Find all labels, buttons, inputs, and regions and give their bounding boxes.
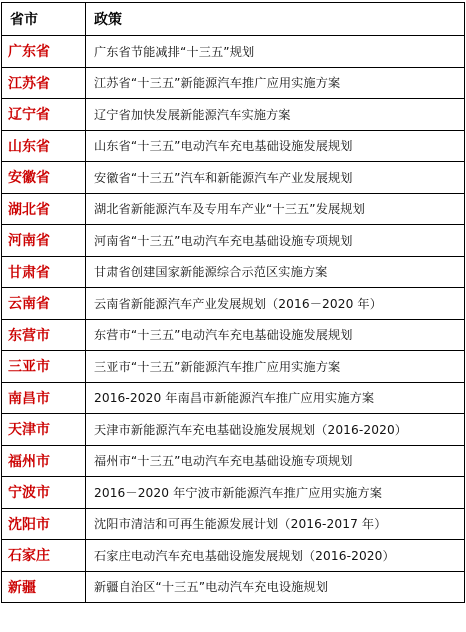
policy-cell: 福州市“十三五”电动汽车充电基础设施专项规划 [86, 445, 465, 477]
policy-table [1, 2, 465, 603]
province-cell: 宁波市 [2, 477, 86, 509]
policy-cell: 沈阳市清洁和可再生能源发展计划（2016-2017 年） [86, 508, 465, 540]
table-body [2, 36, 465, 603]
table-header-row [2, 3, 465, 36]
policy-cell: 2016-2020 年南昌市新能源汽车推广应用实施方案 [86, 382, 465, 414]
table-row [2, 477, 465, 509]
policy-cell: 山东省“十三五”电动汽车充电基础设施发展规划 [86, 130, 465, 162]
policy-cell: 广东省节能减排“十三五”规划 [86, 36, 465, 68]
policy-cell: 湖北省新能源汽车及专用车产业“十三五”发展规划 [86, 193, 465, 225]
policy-cell: 新疆自治区“十三五”电动汽车充电设施规划 [86, 571, 465, 603]
policy-cell: 东营市“十三五”电动汽车充电基础设施发展规划 [86, 319, 465, 351]
policy-cell: 辽宁省加快发展新能源汽车实施方案 [86, 99, 465, 131]
header-policy: 政策 [86, 3, 465, 36]
policy-cell: 甘肃省创建国家新能源综合示范区实施方案 [86, 256, 465, 288]
province-cell: 辽宁省 [2, 99, 86, 131]
table-row [2, 67, 465, 99]
province-cell: 广东省 [2, 36, 86, 68]
table-row [2, 540, 465, 572]
policy-cell: 江苏省“十三五”新能源汽车推广应用实施方案 [86, 67, 465, 99]
table-row [2, 130, 465, 162]
province-cell: 云南省 [2, 288, 86, 320]
table-row [2, 508, 465, 540]
policy-cell: 石家庄电动汽车充电基础设施发展规划（2016-2020） [86, 540, 465, 572]
policy-cell: 河南省“十三五”电动汽车充电基础设施专项规划 [86, 225, 465, 257]
policy-cell: 云南省新能源汽车产业发展规划（2016－2020 年） [86, 288, 465, 320]
province-cell: 湖北省 [2, 193, 86, 225]
province-cell: 南昌市 [2, 382, 86, 414]
table-row [2, 193, 465, 225]
province-cell: 河南省 [2, 225, 86, 257]
table-row [2, 36, 465, 68]
province-cell: 沈阳市 [2, 508, 86, 540]
header-province: 省市 [2, 3, 86, 36]
table-row [2, 351, 465, 383]
table-row [2, 162, 465, 194]
province-cell: 山东省 [2, 130, 86, 162]
table-row [2, 99, 465, 131]
province-cell: 东营市 [2, 319, 86, 351]
table-row [2, 414, 465, 446]
table-row [2, 288, 465, 320]
province-cell: 福州市 [2, 445, 86, 477]
province-cell: 天津市 [2, 414, 86, 446]
province-cell: 甘肃省 [2, 256, 86, 288]
table-row [2, 571, 465, 603]
policy-cell: 2016－2020 年宁波市新能源汽车推广应用实施方案 [86, 477, 465, 509]
table-row [2, 319, 465, 351]
table-row [2, 225, 465, 257]
province-cell: 新疆 [2, 571, 86, 603]
province-cell: 江苏省 [2, 67, 86, 99]
policy-cell: 安徽省“十三五”汽车和新能源汽车产业发展规划 [86, 162, 465, 194]
province-cell: 安徽省 [2, 162, 86, 194]
province-cell: 三亚市 [2, 351, 86, 383]
table-row [2, 256, 465, 288]
policy-cell: 天津市新能源汽车充电基础设施发展规划（2016-2020） [86, 414, 465, 446]
province-cell: 石家庄 [2, 540, 86, 572]
table-row [2, 382, 465, 414]
policy-cell: 三亚市“十三五”新能源汽车推广应用实施方案 [86, 351, 465, 383]
table-row [2, 445, 465, 477]
